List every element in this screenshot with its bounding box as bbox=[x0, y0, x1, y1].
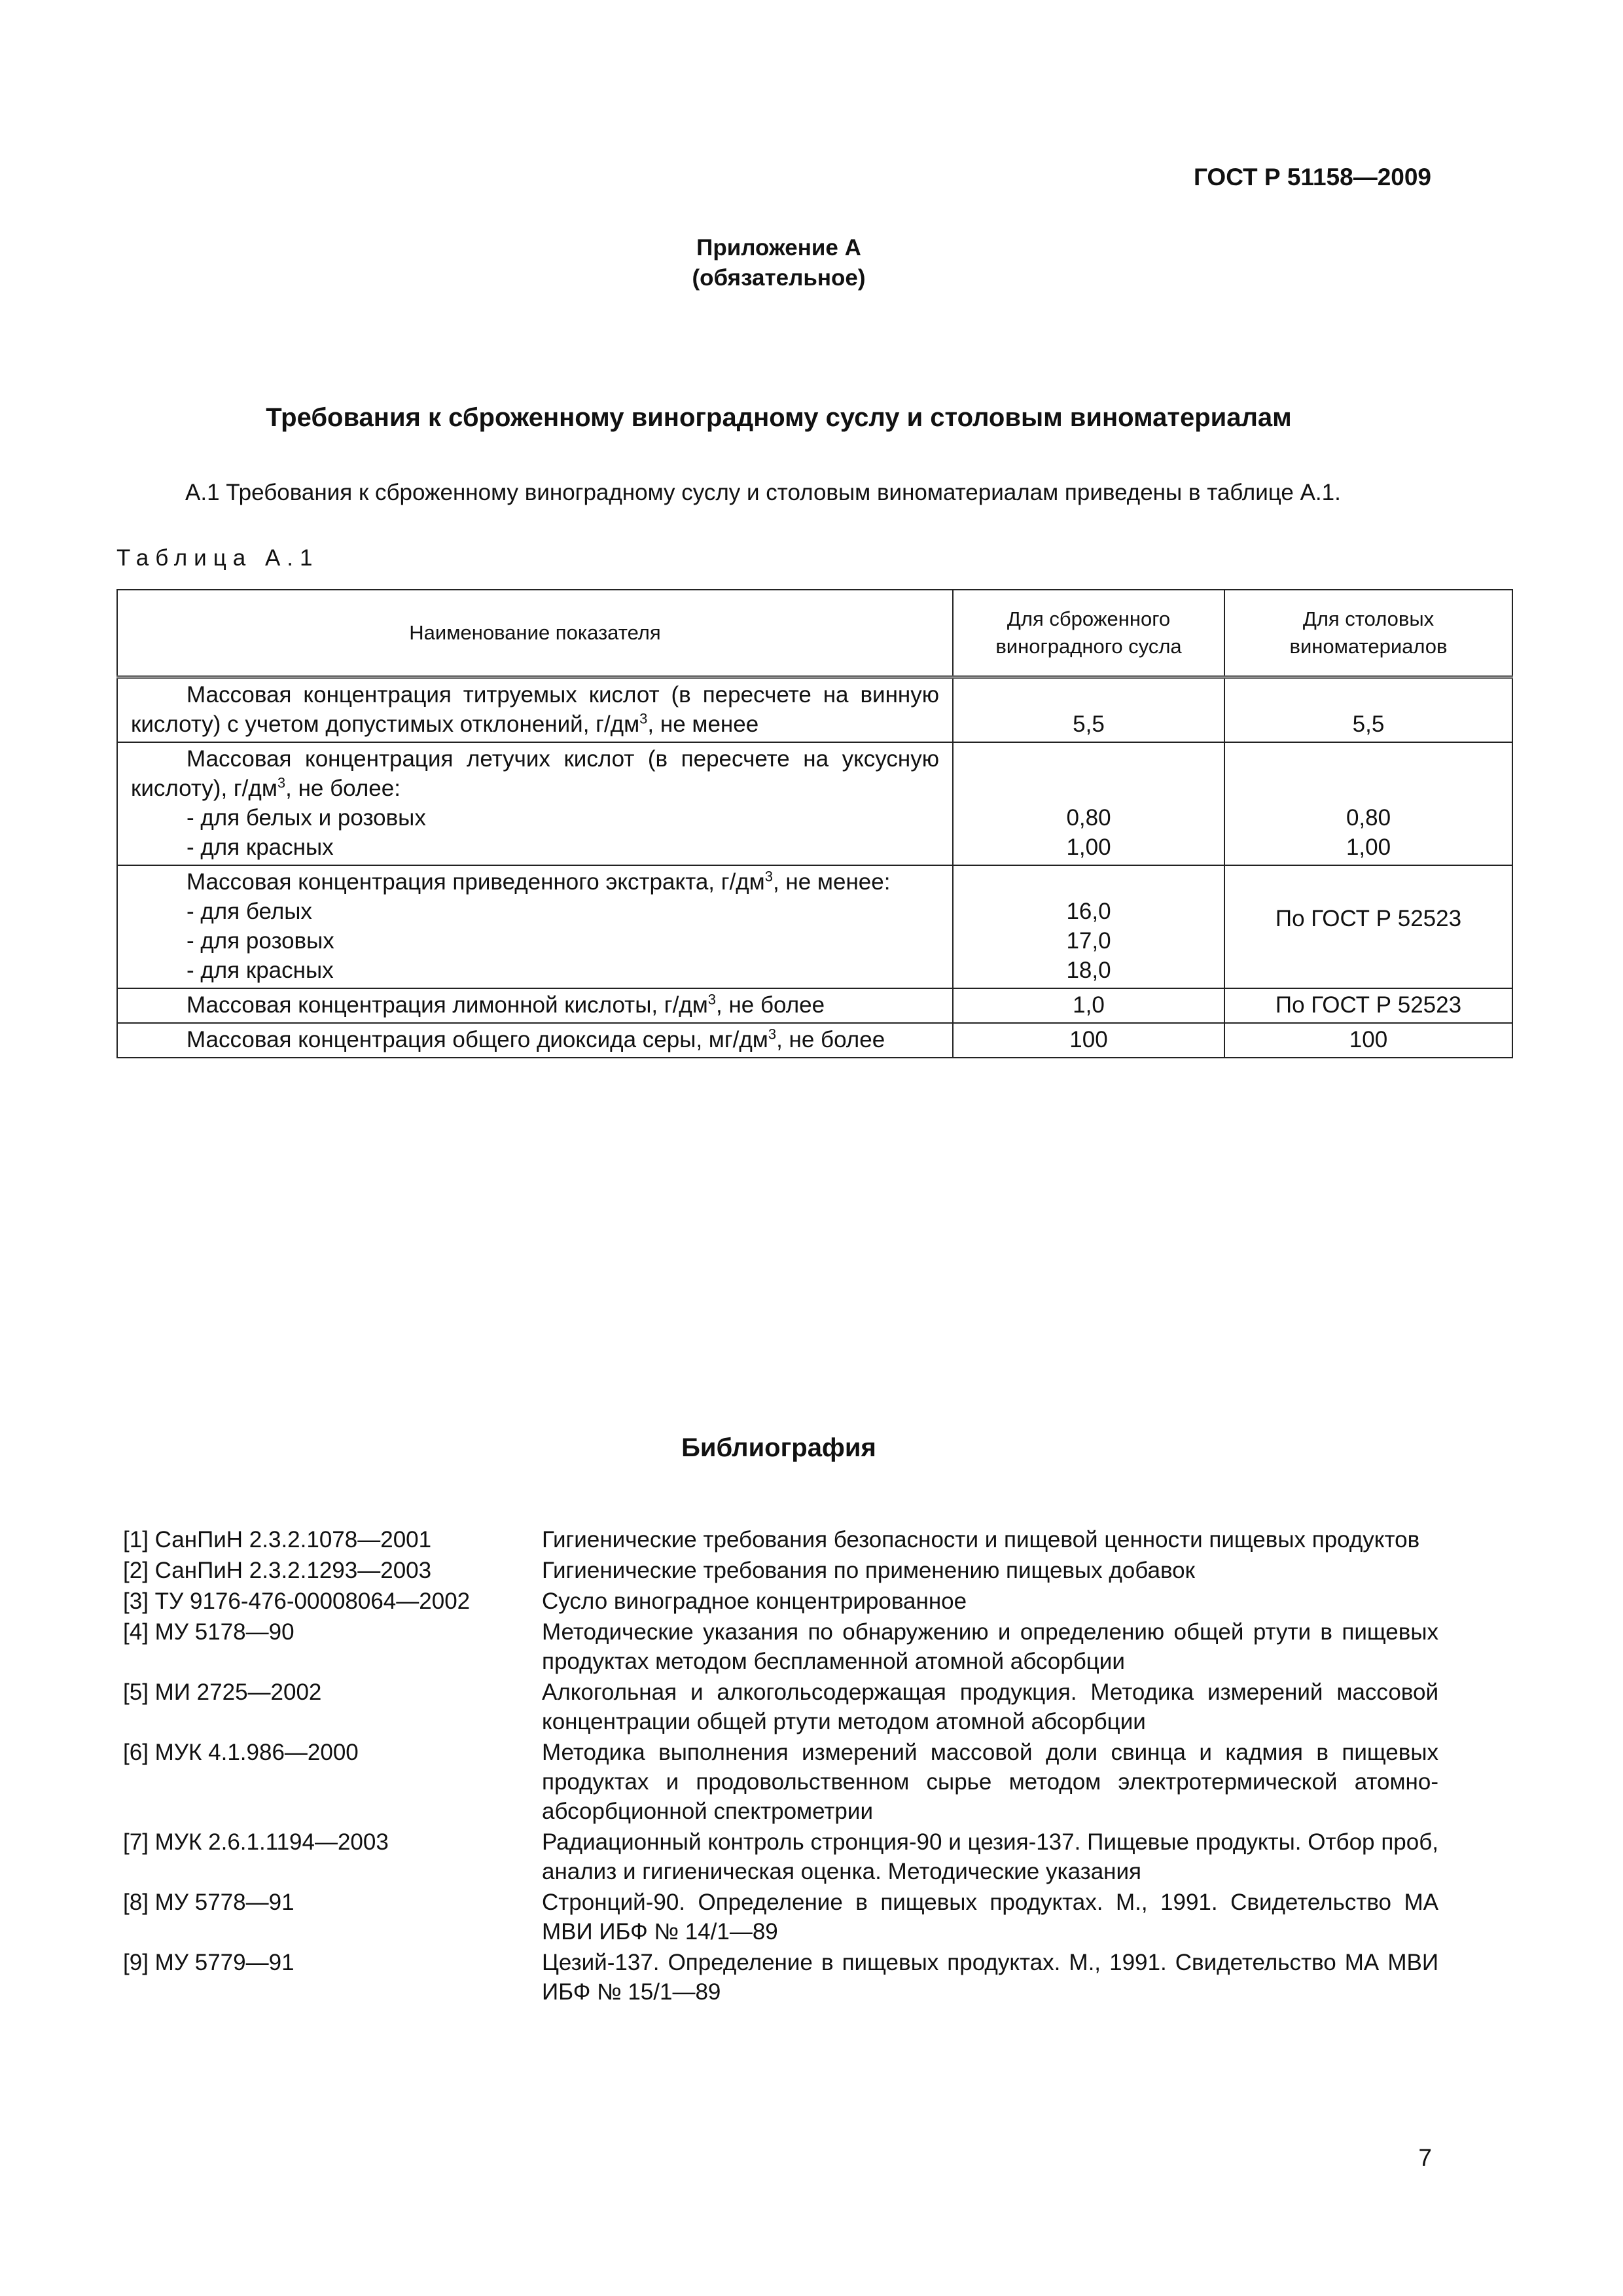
bibliography-title: Библиография bbox=[681, 1433, 876, 1462]
sub-item: - для розовых bbox=[187, 928, 334, 954]
bibliography-ref: [4] МУ 5178—90 bbox=[123, 1619, 294, 1645]
bibliography-list bbox=[123, 1525, 1438, 2008]
table-row bbox=[117, 677, 1512, 743]
bibliography-item bbox=[123, 1738, 1438, 1826]
bibliography-item bbox=[123, 1827, 1438, 1886]
bibliography-ref: [7] МУК 2.6.1.1194—2003 bbox=[123, 1829, 389, 1855]
row-value-must: 1,0 bbox=[953, 988, 1224, 1023]
bibliography-desc: Сусло виноградное концентрированное bbox=[542, 1588, 967, 1614]
bibliography-ref: [1] СанПиН 2.3.2.1078—2001 bbox=[123, 1527, 432, 1552]
row-indicator-name: Массовая концентрация титруемых кислот (в пересчете на винную кислоту) с учетом допустимых отклонений, $г/дм^3$, не менее bbox=[117, 677, 953, 743]
table-header-row bbox=[117, 590, 1512, 677]
row-indicator-name: Массовая концентрация приведенного экстракта, $г/дм^3$, не менее: - для белых - для розовых - для красных bbox=[117, 865, 953, 988]
section-title: Требования к сброженному виноградному суслу и столовым виноматериалам bbox=[266, 403, 1292, 432]
row-value-wine: 5,5 bbox=[1224, 677, 1512, 743]
bibliography-ref: [2] СанПиН 2.3.2.1293—2003 bbox=[123, 1558, 432, 1583]
bibliography-ref: [9] МУ 5779—91 bbox=[123, 1950, 294, 1975]
row-indicator-name: Массовая концентрация летучих кислот (в пересчете на уксусную кислоту), $г/дм^3$, не более: - для белых и розовых - для красных bbox=[117, 742, 953, 865]
bibliography-item bbox=[123, 1587, 1438, 1616]
sub-item: - для белых и розовых bbox=[187, 805, 426, 831]
bibliography-ref: [5] МИ 2725—2002 bbox=[123, 1679, 322, 1705]
bibliography-desc: Методические указания по обнаружению и определению общей ртути в пищевых продуктах методом беспламенной атомной абсорбции bbox=[542, 1619, 1438, 1674]
requirements-table bbox=[116, 589, 1513, 1058]
bibliography-desc: Стронций-90. Определение в пищевых продуктах. М., 1991. Свидетельство МА МВИ ИБФ № 14/1—89 bbox=[542, 1890, 1438, 1945]
table-caption: Таблица А.1 bbox=[116, 545, 319, 571]
row-indicator-name: Массовая концентрация лимонной кислоты, $г/дм^3$, не более bbox=[117, 988, 953, 1023]
row-value-wine: 100 bbox=[1224, 1023, 1512, 1058]
table-row bbox=[117, 988, 1512, 1023]
bibliography-desc: Гигиенические требования безопасности и пищевой ценности пищевых продуктов bbox=[542, 1527, 1420, 1552]
document-id: ГОСТ Р 51158—2009 bbox=[1193, 164, 1431, 190]
row-value-must: 16,0 17,0 18,0 bbox=[953, 865, 1224, 988]
appendix-name: Приложение А bbox=[696, 235, 861, 260]
page-number: 7 bbox=[1418, 2144, 1432, 2171]
bibliography-item bbox=[123, 1677, 1438, 1736]
intro-paragraph: А.1 Требования к сброженному виноградному суслу и столовым виноматериалам приведены в таблице А.1. bbox=[185, 480, 1341, 505]
appendix-status: (обязательное) bbox=[692, 265, 866, 291]
table-row bbox=[117, 865, 1512, 988]
header-fermented-must: Для сброженного виноградного сусла bbox=[953, 590, 1224, 677]
row-value-wine: По ГОСТ Р 52523 bbox=[1224, 988, 1512, 1023]
row-indicator-name: Массовая концентрация общего диоксида серы, $мг/дм^3$, не более bbox=[117, 1023, 953, 1058]
bibliography-desc: Алкогольная и алкогольсодержащая продукция. Методика измерений массовой концентрации общей ртути методом атомной абсорбции bbox=[542, 1679, 1438, 1734]
bibliography-ref: [3] ТУ 9176-476-00008064—2002 bbox=[123, 1588, 471, 1614]
bibliography-ref: [6] МУК 4.1.986—2000 bbox=[123, 1740, 359, 1765]
bibliography-desc: Радиационный контроль стронция-90 и цезия-137. Пищевые продукты. Отбор проб, анализ и гигиеническая оценка. Методические указания bbox=[542, 1829, 1438, 1884]
table-row bbox=[117, 742, 1512, 865]
bibliography-desc: Гигиенические требования по применению пищевых добавок bbox=[542, 1558, 1195, 1583]
row-value-wine: По ГОСТ Р 52523 bbox=[1224, 865, 1512, 988]
header-table-wine: Для столовых виноматериалов bbox=[1224, 590, 1512, 677]
appendix-heading bbox=[0, 233, 1558, 293]
row-value-wine: 0,80 1,00 bbox=[1224, 742, 1512, 865]
row-value-must: 100 bbox=[953, 1023, 1224, 1058]
sub-item: - для белых bbox=[187, 899, 312, 924]
bibliography-ref: [8] МУ 5778—91 bbox=[123, 1890, 294, 1915]
bibliography-item bbox=[123, 1556, 1438, 1585]
bibliography-item bbox=[123, 1617, 1438, 1676]
header-indicator: Наименование показателя bbox=[117, 590, 953, 677]
bibliography-item bbox=[123, 1888, 1438, 1946]
sub-item: - для красных bbox=[187, 958, 334, 983]
bibliography-item bbox=[123, 1948, 1438, 2007]
bibliography-desc: Цезий-137. Определение в пищевых продуктах. М., 1991. Свидетельство МА МВИ ИБФ № 15/1—89 bbox=[542, 1950, 1438, 2005]
table-row bbox=[117, 1023, 1512, 1058]
row-value-must: 5,5 bbox=[953, 677, 1224, 743]
sub-item: - для красных bbox=[187, 834, 334, 860]
row-value-must: 0,80 1,00 bbox=[953, 742, 1224, 865]
bibliography-desc: Методика выполнения измерений массовой доли свинца и кадмия в пищевых продуктах и продовольственном сырье методом электротермической атомно-абсорбционной спектрометрии bbox=[542, 1740, 1438, 1824]
bibliography-item bbox=[123, 1525, 1438, 1554]
